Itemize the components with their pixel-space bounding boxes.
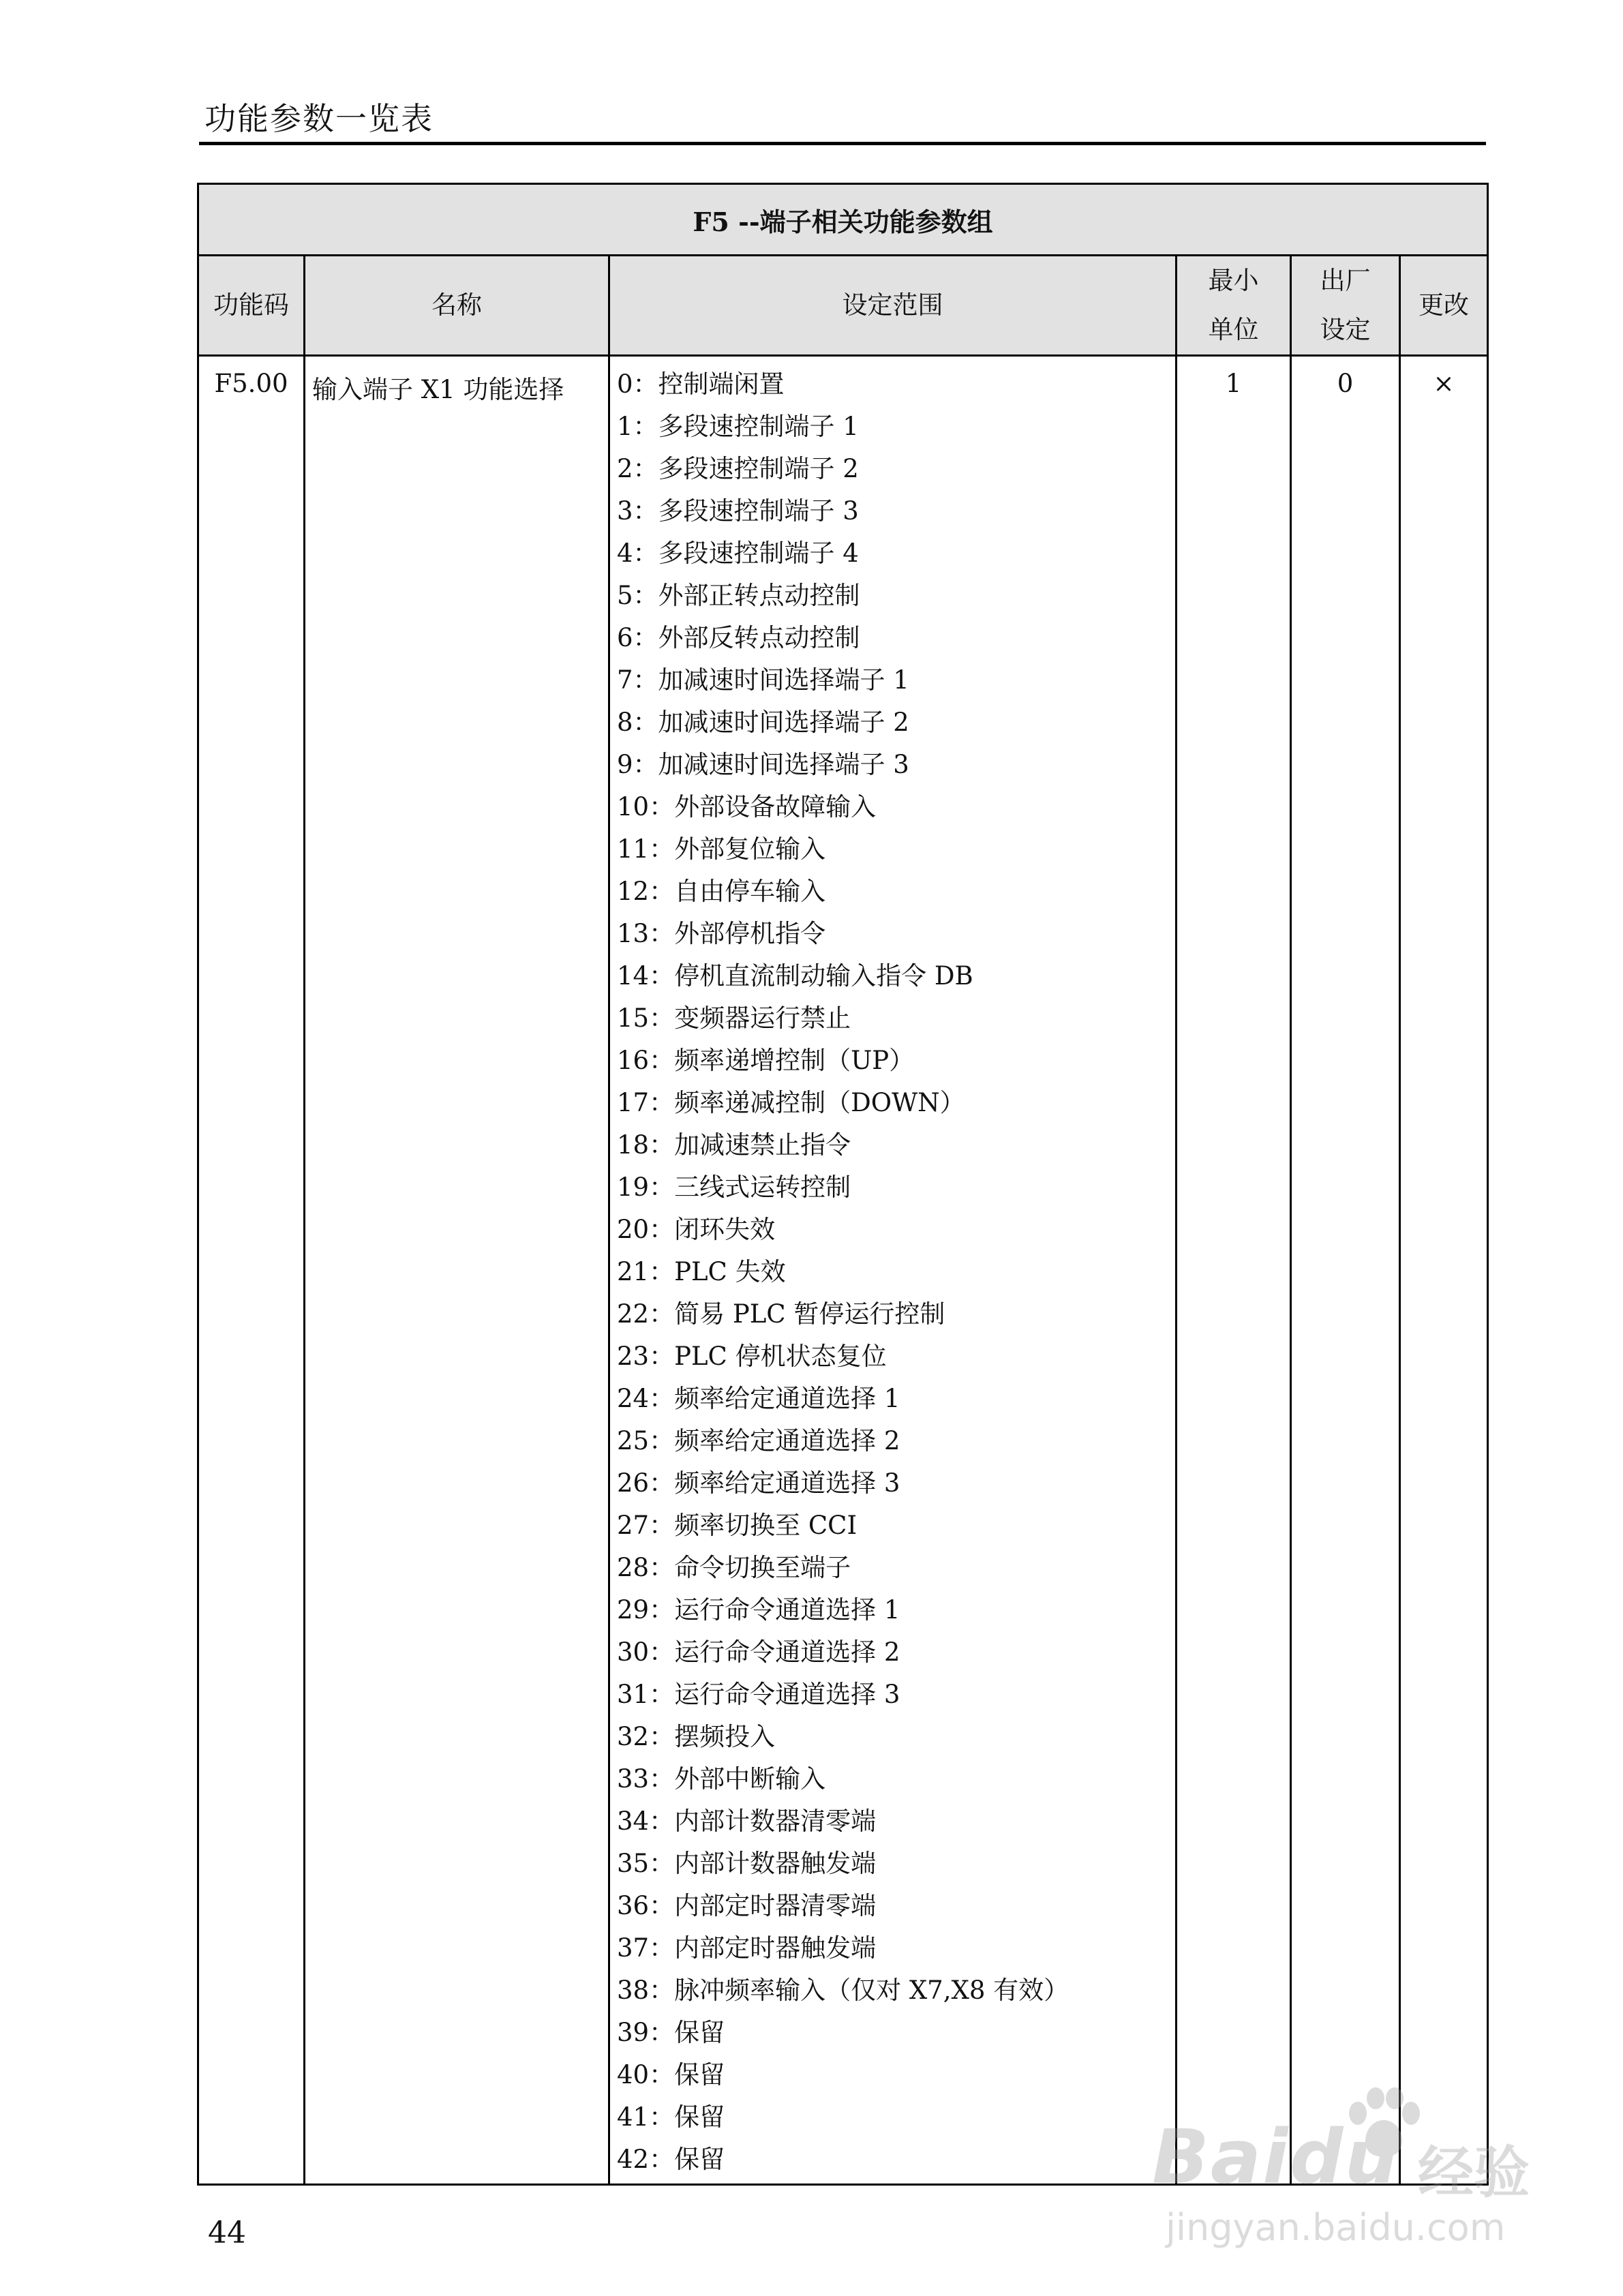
col-header-modify: 更改 — [1400, 256, 1488, 356]
option-item: 1：多段速控制端子 1 — [617, 412, 859, 441]
cell-name: 输入端子 X1 功能选择 — [305, 356, 609, 2185]
col-header-factory-line2: 设定 — [1320, 315, 1371, 344]
option-item: 28：命令切换至端子 — [617, 1553, 851, 1582]
cell-modify: × — [1400, 356, 1488, 2185]
option-item: 14：停机直流制动输入指令 DB — [617, 961, 973, 991]
watermark-logo-text: Baidu — [1152, 2113, 1399, 2201]
option-item: 25：频率给定通道选择 2 — [617, 1426, 900, 1455]
option-item: 40：保留 — [617, 2060, 725, 2089]
group-title: F5 --端子相关功能参数组 — [198, 184, 1488, 256]
option-item: 36：内部定时器清零端 — [617, 1891, 877, 1920]
option-item: 11：外部复位输入 — [617, 834, 826, 864]
option-item: 6：外部反转点动控制 — [617, 623, 860, 652]
cell-min-unit: 1 — [1177, 356, 1291, 2185]
col-header-code: 功能码 — [198, 256, 305, 356]
col-header-range: 设定范围 — [609, 256, 1177, 356]
header-rule — [199, 142, 1486, 145]
option-item: 22：简易 PLC 暂停运行控制 — [617, 1299, 945, 1329]
option-item: 21：PLC 失效 — [617, 1257, 786, 1286]
option-item: 13：外部停机指令 — [617, 919, 826, 948]
option-item: 34：内部计数器清零端 — [617, 1807, 877, 1836]
option-item: 26：频率给定通道选择 3 — [617, 1468, 900, 1498]
cell-code: F5.00 — [198, 356, 305, 2185]
table-row — [198, 356, 1488, 2185]
cell-range — [609, 356, 1177, 2185]
option-item: 38：脉冲频率输入（仅对 X7,X8 有效） — [617, 1976, 1070, 2005]
cell-factory: 0 — [1291, 356, 1400, 2185]
option-item: 15：变频器运行禁止 — [617, 1003, 851, 1033]
option-item: 18：加减速禁止指令 — [617, 1130, 851, 1160]
option-item: 0：控制端闲置 — [617, 369, 785, 399]
option-item: 27：频率切换至 CCI — [617, 1511, 858, 1540]
option-item: 42：保留 — [617, 2145, 725, 2174]
option-item: 33：外部中断输入 — [617, 1764, 826, 1794]
option-item: 19：三线式运转控制 — [617, 1173, 851, 1202]
option-item: 8：加减速时间选择端子 2 — [617, 708, 909, 737]
option-item: 20：闭环失效 — [617, 1215, 776, 1244]
option-item: 2：多段速控制端子 2 — [617, 454, 859, 483]
parameter-table — [197, 183, 1489, 2186]
option-item: 5：外部正转点动控制 — [617, 581, 860, 610]
option-item: 9：加减速时间选择端子 3 — [617, 750, 909, 779]
option-item: 7：加减速时间选择端子 1 — [617, 665, 909, 695]
column-header-row — [198, 256, 1488, 356]
col-header-name: 名称 — [305, 256, 609, 356]
option-item: 30：运行命令通道选择 2 — [617, 1637, 900, 1667]
col-header-min-unit-line2: 单位 — [1208, 315, 1259, 344]
option-item: 35：内部计数器触发端 — [617, 1849, 877, 1878]
options-list — [617, 363, 1175, 2181]
option-item: 12：自由停车输入 — [617, 877, 826, 906]
col-header-min-unit-line1: 最小 — [1208, 266, 1259, 295]
watermark-url: jingyan.baidu.com — [1166, 2206, 1506, 2249]
col-header-factory-line1: 出厂 — [1320, 266, 1371, 295]
option-item: 39：保留 — [617, 2018, 725, 2047]
option-item: 23：PLC 停机状态复位 — [617, 1342, 887, 1371]
option-item: 29：运行命令通道选择 1 — [617, 1595, 900, 1625]
col-header-factory — [1291, 256, 1400, 356]
option-item: 24：频率给定通道选择 1 — [617, 1384, 900, 1413]
page-header-title: 功能参数一览表 — [204, 100, 434, 137]
page-number: 44 — [208, 2216, 246, 2250]
option-item: 31：运行命令通道选择 3 — [617, 1680, 900, 1709]
option-item: 3：多段速控制端子 3 — [617, 496, 859, 526]
baidu-watermark — [1125, 2086, 1547, 2263]
option-item: 17：频率递减控制（DOWN） — [617, 1088, 965, 1117]
watermark-cn-text: 经验 — [1418, 2141, 1530, 2205]
option-item: 32：摆频投入 — [617, 1722, 776, 1751]
option-item: 10：外部设备故障输入 — [617, 792, 877, 821]
col-header-min-unit — [1177, 256, 1291, 356]
option-item: 41：保留 — [617, 2102, 725, 2132]
option-item: 37：内部定时器触发端 — [617, 1933, 877, 1963]
option-item: 4：多段速控制端子 4 — [617, 539, 859, 568]
option-item: 16：频率递增控制（UP） — [617, 1046, 915, 1075]
